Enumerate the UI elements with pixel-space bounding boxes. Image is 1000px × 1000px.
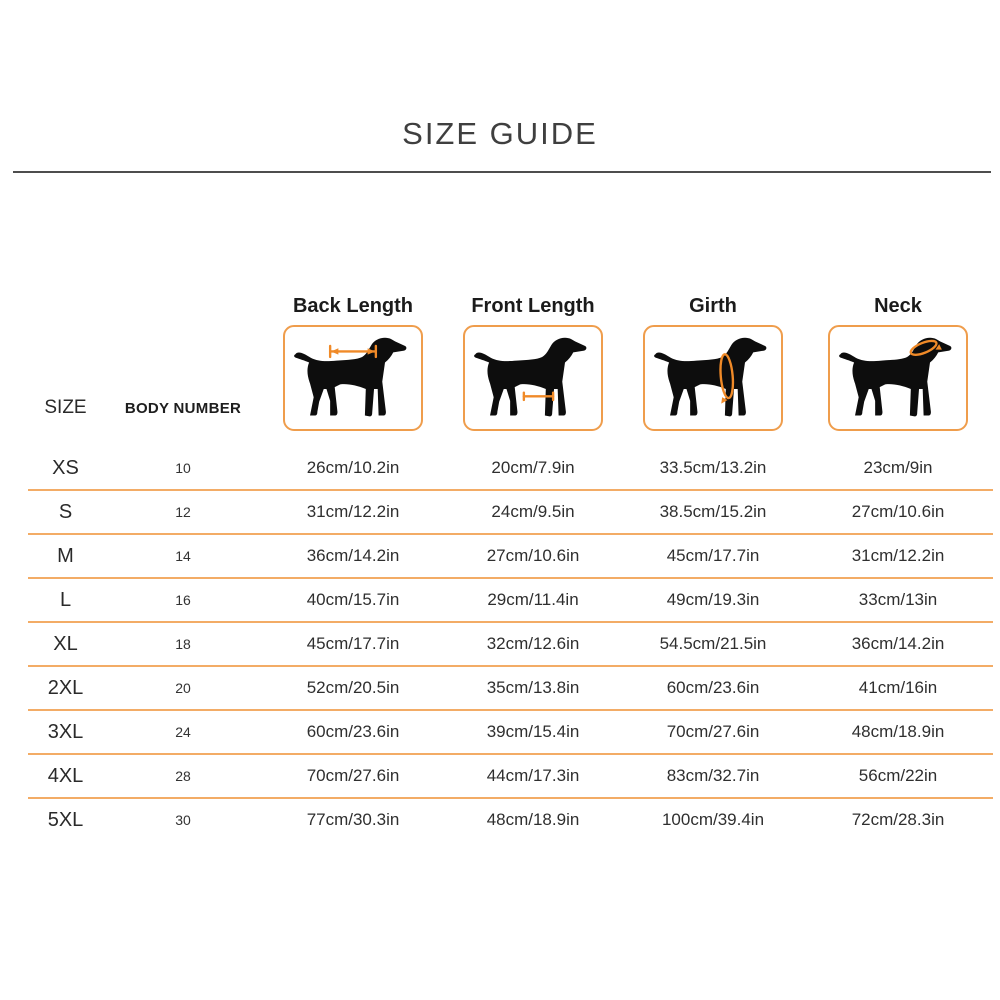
back-length-cell: 45cm/17.7in	[306, 634, 400, 653]
size-cell: 4XL	[47, 764, 84, 787]
back-length-cell: 26cm/10.2in	[306, 458, 400, 477]
front-length-cell: 39cm/15.4in	[486, 722, 580, 741]
girth-cell: 70cm/27.6in	[666, 722, 760, 741]
size-cell: XS	[52, 456, 79, 479]
column-header-back-length	[263, 295, 443, 431]
back-length-cell: 40cm/15.7in	[306, 590, 400, 609]
size-guide-table	[28, 295, 993, 841]
girth-cell: 33.5cm/13.2in	[659, 458, 767, 477]
dog-front-length-line-icon	[469, 332, 597, 424]
column-header-neck	[803, 295, 993, 431]
girth-cell: 45cm/17.7in	[666, 546, 760, 565]
back-length-cell: 70cm/27.6in	[306, 766, 400, 785]
page-title: SIZE GUIDE	[402, 116, 598, 151]
back-length-cell: 36cm/14.2in	[306, 546, 400, 565]
girth-cell: 100cm/39.4in	[661, 810, 765, 829]
body-number-column-header: BODY NUMBER	[124, 400, 242, 417]
body-number-cell: 28	[175, 768, 191, 784]
table-row	[28, 667, 993, 711]
body-number-cell: 10	[175, 460, 191, 476]
neck-label: Neck	[874, 295, 922, 317]
body-number-cell: 12	[175, 504, 191, 520]
size-column-header: SIZE	[44, 397, 87, 418]
table-row	[28, 623, 993, 667]
back-length-label: Back Length	[292, 295, 414, 317]
front-length-cell: 44cm/17.3in	[486, 766, 580, 785]
body-number-cell: 16	[175, 592, 191, 608]
girth-cell: 83cm/32.7in	[666, 766, 760, 785]
back-length-illustration	[283, 325, 423, 431]
neck-cell: 48cm/18.9in	[851, 722, 945, 741]
front-length-cell: 29cm/11.4in	[487, 590, 579, 609]
table-row	[28, 535, 993, 579]
back-length-cell: 52cm/20.5in	[306, 678, 400, 697]
neck-cell: 41cm/16in	[858, 678, 938, 697]
size-cell: XL	[53, 632, 78, 655]
girth-illustration	[643, 325, 783, 431]
table-row	[28, 711, 993, 755]
girth-label: Girth	[689, 295, 737, 317]
size-cell: S	[58, 500, 73, 523]
neck-cell: 33cm/13in	[858, 590, 938, 609]
table-header-row	[28, 295, 993, 431]
table-row	[28, 447, 993, 491]
table-row	[28, 491, 993, 535]
back-length-cell: 31cm/12.2in	[306, 502, 400, 521]
front-length-cell: 32cm/12.6in	[486, 634, 580, 653]
size-cell: 5XL	[47, 808, 84, 831]
neck-cell: 72cm/28.3in	[851, 810, 945, 829]
table-row	[28, 799, 993, 841]
front-length-cell: 24cm/9.5in	[491, 502, 575, 521]
body-number-cell: 24	[175, 724, 191, 740]
back-length-cell: 77cm/30.3in	[306, 810, 400, 829]
size-cell: 2XL	[47, 676, 84, 699]
table-row	[28, 579, 993, 623]
girth-cell: 49cm/19.3in	[666, 590, 760, 609]
size-cell: M	[57, 544, 74, 567]
neck-cell: 36cm/14.2in	[851, 634, 945, 653]
dog-neck-loop-icon	[834, 332, 962, 424]
table-body	[28, 447, 993, 841]
size-cell: L	[59, 588, 72, 611]
girth-cell: 60cm/23.6in	[666, 678, 760, 697]
body-number-cell: 18	[175, 636, 191, 652]
neck-cell: 56cm/22in	[858, 766, 938, 785]
column-header-front-length	[443, 295, 623, 431]
column-header-girth	[623, 295, 803, 431]
table-row	[28, 755, 993, 799]
front-length-cell: 27cm/10.6in	[486, 546, 580, 565]
neck-cell: 23cm/9in	[863, 458, 933, 477]
body-number-cell: 14	[175, 548, 191, 564]
front-length-cell: 20cm/7.9in	[491, 458, 575, 477]
dog-girth-loop-icon	[649, 332, 777, 424]
dog-back-length-arrow-icon	[289, 332, 417, 424]
back-length-cell: 60cm/23.6in	[306, 722, 400, 741]
body-number-cell: 20	[175, 680, 191, 696]
front-length-cell: 48cm/18.9in	[486, 810, 580, 829]
front-length-illustration	[463, 325, 603, 431]
neck-illustration	[828, 325, 968, 431]
front-length-cell: 35cm/13.8in	[486, 678, 580, 697]
neck-cell: 27cm/10.6in	[851, 502, 945, 521]
body-number-cell: 30	[175, 812, 191, 828]
girth-cell: 38.5cm/15.2in	[659, 502, 767, 521]
neck-cell: 31cm/12.2in	[851, 546, 945, 565]
girth-cell: 54.5cm/21.5in	[659, 634, 767, 653]
size-cell: 3XL	[47, 720, 84, 743]
front-length-label: Front Length	[471, 295, 595, 317]
title-divider	[13, 171, 991, 173]
